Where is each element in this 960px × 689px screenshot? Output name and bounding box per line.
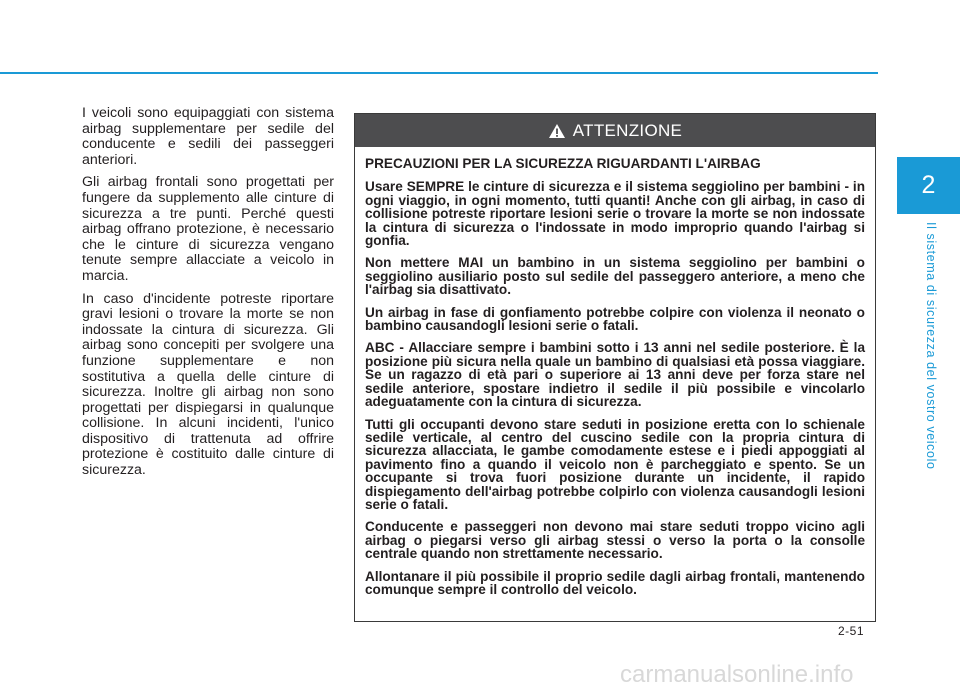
intro-paragraph-2: Gli airbag frontali sono progettati per fungere da supplemento alle cinture di sicurezza a tre punti. Perché questi airbag offrano protezione, è necessario che le cinture di sicurezza vengano tenute sempre allacciate a veicolo in marcia. (82, 174, 334, 284)
warning-heading: PRECAUZIONI PER LA SICUREZZA RIGUARDANTI L'AIRBAG (365, 156, 761, 171)
intro-paragraph-1: I veicoli sono equipaggiati con sistema airbag supplementare per sedile del conducente e sedili dei passeggeri anteriori. (82, 105, 334, 168)
chapter-tab (897, 157, 960, 214)
warning-box (354, 113, 876, 622)
warning-header (355, 114, 875, 147)
warning-header-label: ATTENZIONE (572, 120, 683, 140)
warning-paragraph-2: Non mettere MAI un bambino in un sistema seggiolino per bambini o seggiolino ausiliario posto sul sedile del passeggero anteriore, a meno che l'airbag sia disattivato. (365, 255, 865, 298)
warning-paragraph-4: ABC - Allacciare sempre i bambini sotto i 13 anni nel sedile posteriore. È la posizione più sicura nella quale un bambino di qualsiasi età possa viaggiare. Se un ragazzo di età pari o superiore ai 13 anni deve per forza stare nel sedile anteriore, spostare indietro il sedile il più possibile e vincolarlo adeguatamente con la cintura di sicurezza. (365, 340, 865, 410)
chapter-number: 2 (921, 171, 936, 199)
warning-paragraph-7: Allontanare il più possibile il proprio sedile dagli airbag frontali, mantenendo comunque sempre il controllo del veicolo. (365, 568, 865, 597)
warning-body (355, 147, 875, 596)
intro-text-column (82, 106, 334, 486)
warning-paragraph-3: Un airbag in fase di gonfiamento potrebbe colpire con violenza il neonato o bambino causandogli lesioni serie o fatali. (365, 304, 865, 334)
warning-paragraph-6: Conducente e passeggeri non devono mai stare seduti troppo vicino agli airbag o piegarsi verso gli airbag stessi o verso la porta o la consolle centrale quando non strettamente necessario. (365, 519, 865, 562)
footer-watermark: carmanualsonline.info (620, 661, 854, 688)
warning-paragraph-5: Tutti gli occupanti devono stare seduti in posizione eretta con lo schienale sedile verticale, al centro del cuscino sedile con la propria cintura di sicurezza allacciata, le gambe comodamente estese e i piedi appoggiati al pavimento fino a quando il veicolo non è parcheggiato e spento. Se un occupante si trova fuori posizione durante un incidente, il rapido dispiegamento dell'airbag potrebbe colpirlo con violenza causandogli lesioni serie o fatali. (365, 416, 865, 512)
warning-triangle-icon (548, 123, 566, 139)
page-number: 2-51 (838, 624, 865, 638)
header-rule (0, 72, 878, 74)
warning-paragraph-1: Usare SEMPRE le cinture di sicurezza e il sistema seggiolino per bambini - in ogni viaggio, in ogni momento, tutti quanti! Anche con gli airbag, in caso di collisione potreste riportare lesioni serie o trovare la morte se non indossate la cintura di sicurezza o l'indossate in modo improprio quando l'airbag si gonfia. (365, 179, 865, 249)
chapter-title-vertical: Il sistema di sicurezza del vostro veicolo (924, 222, 938, 470)
intro-paragraph-3: In caso d'incidente potreste riportare gravi lesioni o trovare la morte se non indossate la cintura di sicurezza. Gli airbag sono concepiti per svolgere una funzione supplementare e non sostitutiva a quella delle cinture di sicurezza. Inoltre gli airbag non sono progettati per dispiegarsi in qualunque collisione. In alcuni incidenti, l'unico dispositivo di trattenuta ad offrire protezione è costituito dalle cinture di sicurezza. (82, 290, 334, 479)
